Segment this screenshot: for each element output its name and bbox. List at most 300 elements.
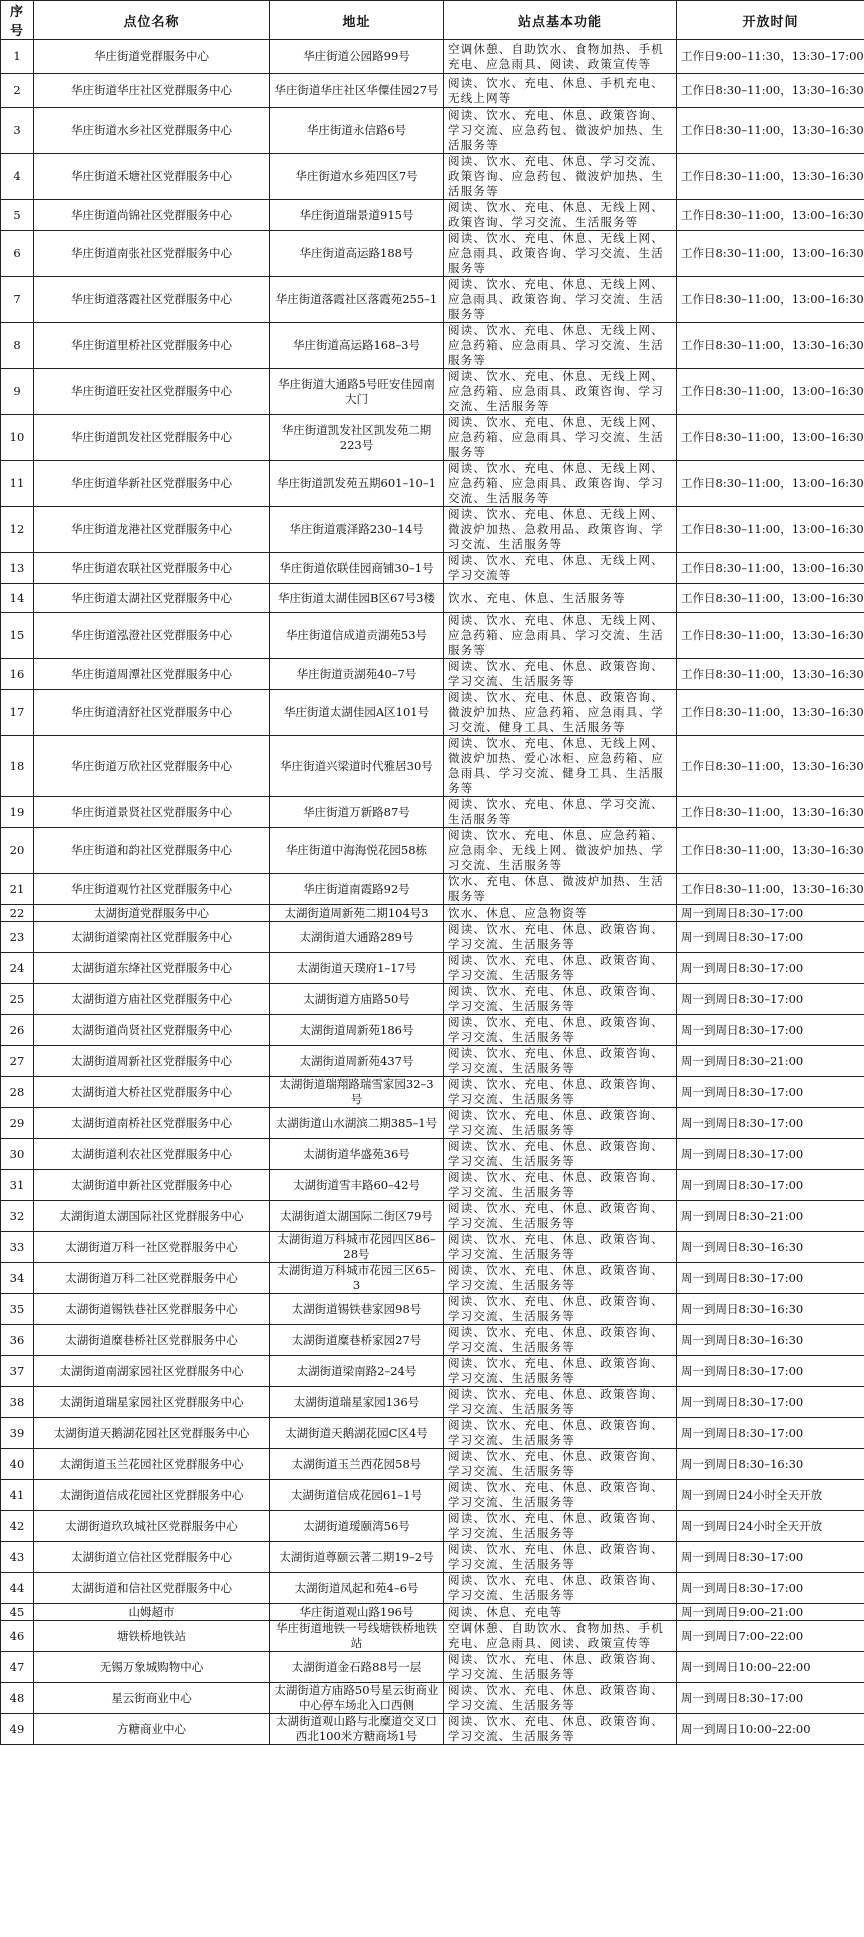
cell-address: 华庄街道兴梁道时代雅居30号	[270, 736, 444, 797]
cell-index: 39	[1, 1418, 34, 1449]
cell-index: 24	[1, 953, 34, 984]
cell-functions: 阅读、饮水、充电、休息、政策咨询、学习交流、生活服务等	[444, 953, 677, 984]
cell-address: 华庄街道南霞路92号	[270, 874, 444, 905]
cell-functions: 阅读、饮水、充电、休息、政策咨询、学习交流、生活服务等	[444, 1077, 677, 1108]
cell-functions: 阅读、饮水、充电、休息、政策咨询、学习交流、生活服务等	[444, 922, 677, 953]
cell-site-name: 太湖街道党群服务中心	[34, 905, 270, 922]
table-row	[1, 874, 864, 905]
table-row	[1, 415, 864, 461]
cell-site-name: 太湖街道东绛社区党群服务中心	[34, 953, 270, 984]
cell-site-name: 华庄街道里桥社区党群服务中心	[34, 323, 270, 369]
cell-site-name: 太湖街道申新社区党群服务中心	[34, 1170, 270, 1201]
cell-opening-hours: 工作日8:30–11:00，13:00–16:30	[677, 553, 864, 584]
cell-site-name: 华庄街道农联社区党群服务中心	[34, 553, 270, 584]
cell-opening-hours: 周一到周日8:30–17:00	[677, 1542, 864, 1573]
header-functions: 站点基本功能	[444, 1, 677, 40]
cell-site-name: 太湖街道糜巷桥社区党群服务中心	[34, 1325, 270, 1356]
cell-index: 12	[1, 507, 34, 553]
cell-site-name: 太湖街道万科二社区党群服务中心	[34, 1263, 270, 1294]
cell-opening-hours: 周一到周日8:30–21:00	[677, 1201, 864, 1232]
cell-site-name: 太湖街道梁南社区党群服务中心	[34, 922, 270, 953]
table-row	[1, 1542, 864, 1573]
table-row	[1, 40, 864, 74]
cell-functions: 阅读、饮水、充电、休息、政策咨询、学习交流、生活服务等	[444, 1201, 677, 1232]
cell-functions: 阅读、休息、充电等	[444, 1604, 677, 1621]
cell-site-name: 华庄街道落霞社区党群服务中心	[34, 277, 270, 323]
cell-address: 太湖街道信成花园61–1号	[270, 1480, 444, 1511]
cell-site-name: 星云街商业中心	[34, 1683, 270, 1714]
cell-opening-hours: 周一到周日8:30–17:00	[677, 1263, 864, 1294]
cell-site-name: 华庄街道南张社区党群服务中心	[34, 231, 270, 277]
cell-functions: 阅读、饮水、充电、休息、无线上网、微波炉加热、爱心冰柜、应急药箱、应急雨具、学习交流、健身工具、生活服务等	[444, 736, 677, 797]
cell-index: 45	[1, 1604, 34, 1621]
table-row	[1, 1356, 864, 1387]
cell-opening-hours: 工作日8:30–11:00，13:00–16:30	[677, 584, 864, 613]
cell-site-name: 太湖街道南桥社区党群服务中心	[34, 1108, 270, 1139]
cell-address: 华庄街道太湖佳园A区101号	[270, 690, 444, 736]
cell-opening-hours: 周一到周日10:00–22:00	[677, 1652, 864, 1683]
table-row	[1, 1232, 864, 1263]
cell-site-name: 太湖街道锡铁巷社区党群服务中心	[34, 1294, 270, 1325]
cell-address: 太湖街道大通路289号	[270, 922, 444, 953]
table-row	[1, 553, 864, 584]
cell-site-name: 无锡万象城购物中心	[34, 1652, 270, 1683]
cell-opening-hours: 工作日8:30–11:00，13:30–16:30	[677, 323, 864, 369]
cell-site-name: 太湖街道利农社区党群服务中心	[34, 1139, 270, 1170]
cell-opening-hours: 周一到周日8:30–16:30	[677, 1449, 864, 1480]
table-header-row	[1, 1, 864, 40]
cell-site-name: 太湖街道瑞星家园社区党群服务中心	[34, 1387, 270, 1418]
cell-index: 43	[1, 1542, 34, 1573]
table-row	[1, 461, 864, 507]
table-row	[1, 690, 864, 736]
cell-opening-hours: 周一到周日8:30–17:00	[677, 1077, 864, 1108]
cell-address: 太湖街道山水湖滨二期385–1号	[270, 1108, 444, 1139]
cell-index: 2	[1, 74, 34, 108]
table-row	[1, 74, 864, 108]
cell-index: 36	[1, 1325, 34, 1356]
cell-site-name: 太湖街道和信社区党群服务中心	[34, 1573, 270, 1604]
cell-functions: 阅读、饮水、充电、休息、应急药箱、应急雨伞、无线上网、微波炉加热、学习交流、生活服务等	[444, 828, 677, 874]
cell-index: 37	[1, 1356, 34, 1387]
cell-address: 太湖街道周新苑186号	[270, 1015, 444, 1046]
table-row	[1, 154, 864, 200]
cell-functions: 阅读、饮水、充电、休息、学习交流、生活服务等	[444, 797, 677, 828]
cell-site-name: 太湖街道万科一社区党群服务中心	[34, 1232, 270, 1263]
cell-functions: 阅读、饮水、充电、休息、政策咨询、学习交流、生活服务等	[444, 1294, 677, 1325]
cell-functions: 阅读、饮水、充电、休息、政策咨询、学习交流、生活服务等	[444, 1542, 677, 1573]
cell-address: 太湖街道周新苑437号	[270, 1046, 444, 1077]
cell-opening-hours: 周一到周日8:30–17:00	[677, 1418, 864, 1449]
cell-functions: 饮水、休息、应急物资等	[444, 905, 677, 922]
cell-index: 31	[1, 1170, 34, 1201]
cell-opening-hours: 工作日8:30–11:00，13:30–16:30	[677, 659, 864, 690]
table-row	[1, 1714, 864, 1745]
cell-index: 3	[1, 108, 34, 154]
cell-index: 26	[1, 1015, 34, 1046]
cell-opening-hours: 周一到周日8:30–17:00	[677, 1015, 864, 1046]
cell-opening-hours: 周一到周日8:30–17:00	[677, 1356, 864, 1387]
cell-opening-hours: 周一到周日8:30–17:00	[677, 1170, 864, 1201]
table-row	[1, 736, 864, 797]
cell-address: 华庄街道震泽路230–14号	[270, 507, 444, 553]
cell-functions: 阅读、饮水、充电、休息、政策咨询、学习交流、生活服务等	[444, 1108, 677, 1139]
cell-opening-hours: 周一到周日8:30–17:00	[677, 1573, 864, 1604]
cell-site-name: 太湖街道周新社区党群服务中心	[34, 1046, 270, 1077]
cell-functions: 阅读、饮水、充电、休息、政策咨询、学习交流、生活服务等	[444, 1418, 677, 1449]
cell-index: 42	[1, 1511, 34, 1542]
cell-functions: 阅读、饮水、充电、休息、政策咨询、学习交流、生活服务等	[444, 1652, 677, 1683]
cell-address: 华庄街道中海海悦花园58栋	[270, 828, 444, 874]
cell-index: 4	[1, 154, 34, 200]
cell-functions: 阅读、饮水、充电、休息、无线上网、应急药箱、应急雨具、学习交流、生活服务等	[444, 613, 677, 659]
cell-address: 太湖街道瑞翔路瑞雪家园32–3号	[270, 1077, 444, 1108]
cell-functions: 阅读、饮水、充电、休息、政策咨询、学习交流、生活服务等	[444, 1449, 677, 1480]
cell-address: 华庄街道凯发苑五期601–10–1	[270, 461, 444, 507]
cell-opening-hours: 周一到周日7:00–22:00	[677, 1621, 864, 1652]
cell-functions: 阅读、饮水、充电、休息、政策咨询、学习交流、生活服务等	[444, 1511, 677, 1542]
cell-index: 16	[1, 659, 34, 690]
header-index: 序号	[1, 1, 34, 40]
cell-site-name: 太湖街道玖玖城社区党群服务中心	[34, 1511, 270, 1542]
cell-functions: 阅读、饮水、充电、休息、无线上网、应急雨具、政策咨询、学习交流、生活服务等	[444, 277, 677, 323]
cell-functions: 阅读、饮水、充电、休息、无线上网、应急药箱、应急雨具、学习交流、生活服务等	[444, 323, 677, 369]
cell-site-name: 华庄街道华庄社区党群服务中心	[34, 74, 270, 108]
cell-address: 华庄街道贡湖苑40–7号	[270, 659, 444, 690]
cell-address: 华庄街道高运路168–3号	[270, 323, 444, 369]
cell-site-name: 太湖街道天鹅湖花园社区党群服务中心	[34, 1418, 270, 1449]
table-row	[1, 1604, 864, 1621]
cell-functions: 阅读、饮水、充电、休息、无线上网、政策咨询、学习交流、生活服务等	[444, 200, 677, 231]
cell-index: 8	[1, 323, 34, 369]
cell-site-name: 华庄街道禾塘社区党群服务中心	[34, 154, 270, 200]
table-row	[1, 797, 864, 828]
cell-address: 太湖街道玉兰西花园58号	[270, 1449, 444, 1480]
cell-functions: 阅读、饮水、充电、休息、无线上网、微波炉加热、急救用品、政策咨询、学习交流、生活服务等	[444, 507, 677, 553]
cell-site-name: 太湖街道大桥社区党群服务中心	[34, 1077, 270, 1108]
cell-address: 太湖街道雪丰路60–42号	[270, 1170, 444, 1201]
cell-site-name: 华庄街道党群服务中心	[34, 40, 270, 74]
cell-site-name: 华庄街道尚锦社区党群服务中心	[34, 200, 270, 231]
cell-address: 华庄街道水乡苑四区7号	[270, 154, 444, 200]
cell-opening-hours: 工作日8:30–11:00，13:30–16:30	[677, 154, 864, 200]
table-row	[1, 1683, 864, 1714]
table-row	[1, 323, 864, 369]
table-row	[1, 200, 864, 231]
cell-functions: 阅读、饮水、充电、休息、学习交流、政策咨询、应急药包、微波炉加热、生活服务等	[444, 154, 677, 200]
cell-opening-hours: 周一到周日8:30–17:00	[677, 984, 864, 1015]
table-row	[1, 613, 864, 659]
cell-functions: 阅读、饮水、充电、休息、无线上网、应急药箱、应急雨具、学习交流、生活服务等	[444, 415, 677, 461]
cell-functions: 阅读、饮水、充电、休息、无线上网、应急药箱、应急雨具、政策咨询、学习交流、生活服务等	[444, 369, 677, 415]
table-row	[1, 1139, 864, 1170]
cell-site-name: 华庄街道周潭社区党群服务中心	[34, 659, 270, 690]
cell-index: 7	[1, 277, 34, 323]
cell-functions: 阅读、饮水、充电、休息、政策咨询、学习交流、生活服务等	[444, 659, 677, 690]
table-row	[1, 277, 864, 323]
cell-address: 太湖街道周新苑二期104号3	[270, 905, 444, 922]
cell-site-name: 华庄街道旺安社区党群服务中心	[34, 369, 270, 415]
cell-index: 41	[1, 1480, 34, 1511]
cell-site-name: 华庄街道景贤社区党群服务中心	[34, 797, 270, 828]
cell-index: 18	[1, 736, 34, 797]
cell-index: 30	[1, 1139, 34, 1170]
cell-site-name: 华庄街道和韵社区党群服务中心	[34, 828, 270, 874]
cell-opening-hours: 周一到周日8:30–16:30	[677, 1325, 864, 1356]
cell-index: 25	[1, 984, 34, 1015]
cell-opening-hours: 周一到周日8:30–16:30	[677, 1232, 864, 1263]
cell-address: 华庄街道依联佳园商铺30–1号	[270, 553, 444, 584]
cell-site-name: 太湖街道玉兰花园社区党群服务中心	[34, 1449, 270, 1480]
cell-index: 27	[1, 1046, 34, 1077]
cell-address: 华庄街道观山路196号	[270, 1604, 444, 1621]
cell-address: 太湖街道太湖国际二街区79号	[270, 1201, 444, 1232]
cell-address: 太湖街道凤起和苑4–6号	[270, 1573, 444, 1604]
cell-address: 太湖街道梁南路2–24号	[270, 1356, 444, 1387]
cell-opening-hours: 工作日8:30–11:00，13:30–16:30	[677, 736, 864, 797]
cell-index: 22	[1, 905, 34, 922]
cell-address: 华庄街道永信路6号	[270, 108, 444, 154]
cell-address: 太湖街道华盛苑36号	[270, 1139, 444, 1170]
table-row	[1, 231, 864, 277]
cell-index: 20	[1, 828, 34, 874]
cell-site-name: 华庄街道泓澄社区党群服务中心	[34, 613, 270, 659]
cell-functions: 阅读、饮水、充电、休息、政策咨询、学习交流、生活服务等	[444, 1232, 677, 1263]
cell-address: 华庄街道落霞社区落霞苑255–1	[270, 277, 444, 323]
cell-site-name: 太湖街道太湖国际社区党群服务中心	[34, 1201, 270, 1232]
cell-index: 47	[1, 1652, 34, 1683]
cell-site-name: 华庄街道观竹社区党群服务中心	[34, 874, 270, 905]
cell-opening-hours: 周一到周日8:30–17:00	[677, 1683, 864, 1714]
cell-index: 23	[1, 922, 34, 953]
cell-index: 35	[1, 1294, 34, 1325]
cell-site-name: 太湖街道南湖家园社区党群服务中心	[34, 1356, 270, 1387]
cell-functions: 阅读、饮水、充电、休息、政策咨询、学习交流、应急药包、微波炉加热、生活服务等	[444, 108, 677, 154]
cell-functions: 阅读、饮水、充电、休息、政策咨询、学习交流、生活服务等	[444, 1387, 677, 1418]
table-row	[1, 108, 864, 154]
cell-address: 华庄街道太湖佳园B区67号3楼	[270, 584, 444, 613]
cell-opening-hours: 周一到周日8:30–17:00	[677, 1139, 864, 1170]
table-row	[1, 369, 864, 415]
cell-site-name: 华庄街道凯发社区党群服务中心	[34, 415, 270, 461]
cell-address: 太湖街道天鹅湖花园C区4号	[270, 1418, 444, 1449]
cell-address: 太湖街道金石路88号一层	[270, 1652, 444, 1683]
cell-index: 40	[1, 1449, 34, 1480]
cell-address: 华庄街道华庄社区华僳佳园27号	[270, 74, 444, 108]
table-row	[1, 1170, 864, 1201]
cell-functions: 阅读、饮水、充电、休息、无线上网、学习交流等	[444, 553, 677, 584]
cell-opening-hours: 周一到周日9:00–21:00	[677, 1604, 864, 1621]
cell-opening-hours: 工作日8:30–11:00，13:30–16:30	[677, 690, 864, 736]
cell-functions: 阅读、饮水、充电、休息、政策咨询、学习交流、生活服务等	[444, 1046, 677, 1077]
table-row	[1, 1046, 864, 1077]
cell-address: 太湖街道糜巷桥家园27号	[270, 1325, 444, 1356]
cell-functions: 阅读、饮水、充电、休息、政策咨询、学习交流、生活服务等	[444, 1015, 677, 1046]
cell-index: 5	[1, 200, 34, 231]
cell-index: 14	[1, 584, 34, 613]
header-site-name: 点位名称	[34, 1, 270, 40]
table-row	[1, 1480, 864, 1511]
cell-index: 6	[1, 231, 34, 277]
table-row	[1, 1621, 864, 1652]
cell-opening-hours: 周一到周日8:30–17:00	[677, 905, 864, 922]
cell-address: 华庄街道地铁一号线塘铁桥地铁站	[270, 1621, 444, 1652]
cell-opening-hours: 工作日8:30–11:00，13:30–16:30	[677, 613, 864, 659]
cell-index: 38	[1, 1387, 34, 1418]
cell-opening-hours: 周一到周日24小时全天开放	[677, 1511, 864, 1542]
cell-opening-hours: 工作日9:00–11:30，13:30–17:00	[677, 40, 864, 74]
cell-opening-hours: 工作日8:30–11:00，13:00–16:30	[677, 277, 864, 323]
cell-opening-hours: 工作日8:30–11:00，13:00–16:30	[677, 231, 864, 277]
cell-address: 太湖街道万科城市花园四区86–28号	[270, 1232, 444, 1263]
table-row	[1, 1015, 864, 1046]
cell-index: 9	[1, 369, 34, 415]
cell-functions: 阅读、饮水、充电、休息、政策咨询、学习交流、生活服务等	[444, 1263, 677, 1294]
cell-index: 13	[1, 553, 34, 584]
cell-site-name: 太湖街道方庙社区党群服务中心	[34, 984, 270, 1015]
cell-index: 10	[1, 415, 34, 461]
cell-index: 19	[1, 797, 34, 828]
cell-functions: 饮水、充电、休息、微波炉加热、生活服务等	[444, 874, 677, 905]
table-row	[1, 1573, 864, 1604]
cell-site-name: 太湖街道立信社区党群服务中心	[34, 1542, 270, 1573]
table-row	[1, 1652, 864, 1683]
cell-index: 28	[1, 1077, 34, 1108]
cell-opening-hours: 工作日8:30–11:00，13:00–16:30	[677, 369, 864, 415]
table-row	[1, 953, 864, 984]
cell-opening-hours: 工作日8:30–11:00，13:30–16:30	[677, 874, 864, 905]
cell-site-name: 华庄街道万欣社区党群服务中心	[34, 736, 270, 797]
cell-address: 太湖街道锡铁巷家园98号	[270, 1294, 444, 1325]
cell-functions: 阅读、饮水、充电、休息、政策咨询、学习交流、生活服务等	[444, 1325, 677, 1356]
cell-functions: 阅读、饮水、充电、休息、手机充电、无线上网等	[444, 74, 677, 108]
cell-site-name: 华庄街道水乡社区党群服务中心	[34, 108, 270, 154]
cell-opening-hours: 周一到周日8:30–17:00	[677, 953, 864, 984]
cell-site-name: 华庄街道龙港社区党群服务中心	[34, 507, 270, 553]
cell-index: 33	[1, 1232, 34, 1263]
cell-opening-hours: 工作日8:30–11:00，13:00–16:30	[677, 200, 864, 231]
table-row	[1, 1418, 864, 1449]
cell-opening-hours: 周一到周日8:30–21:00	[677, 1046, 864, 1077]
cell-opening-hours: 工作日8:30–11:00，13:00–16:30	[677, 507, 864, 553]
cell-address: 太湖街道观山路与北糜道交叉口西北100米方糖商场1号	[270, 1714, 444, 1745]
table-row	[1, 507, 864, 553]
cell-opening-hours: 周一到周日8:30–17:00	[677, 1387, 864, 1418]
table-row	[1, 1263, 864, 1294]
cell-opening-hours: 周一到周日8:30–17:00	[677, 922, 864, 953]
cell-index: 46	[1, 1621, 34, 1652]
cell-address: 华庄街道公园路99号	[270, 40, 444, 74]
cell-opening-hours: 工作日8:30–11:00，13:30–16:30	[677, 797, 864, 828]
cell-functions: 空调休憩、自助饮水、食物加热、手机充电、应急雨具、阅读、政策宣传等	[444, 40, 677, 74]
table-row	[1, 1294, 864, 1325]
cell-address: 华庄街道大通路5号旺安佳园南大门	[270, 369, 444, 415]
cell-opening-hours: 周一到周日8:30–16:30	[677, 1294, 864, 1325]
table-row	[1, 1108, 864, 1139]
table-row	[1, 1077, 864, 1108]
cell-address: 华庄街道万新路87号	[270, 797, 444, 828]
cell-functions: 阅读、饮水、充电、休息、政策咨询、学习交流、生活服务等	[444, 984, 677, 1015]
cell-address: 华庄街道信成道贡湖苑53号	[270, 613, 444, 659]
cell-functions: 阅读、饮水、充电、休息、无线上网、应急雨具、政策咨询、学习交流、生活服务等	[444, 231, 677, 277]
cell-address: 太湖街道方庙路50号	[270, 984, 444, 1015]
cell-address: 华庄街道高运路188号	[270, 231, 444, 277]
cell-opening-hours: 工作日8:30–11:00，13:30–16:30	[677, 108, 864, 154]
cell-opening-hours: 周一到周日10:00–22:00	[677, 1714, 864, 1745]
cell-index: 11	[1, 461, 34, 507]
table-row	[1, 984, 864, 1015]
table-body	[1, 40, 864, 1745]
cell-address: 太湖街道尊颐云著二期19–2号	[270, 1542, 444, 1573]
table-row	[1, 828, 864, 874]
cell-address: 华庄街道凯发社区凯发苑二期223号	[270, 415, 444, 461]
header-opening-hours: 开放时间	[677, 1, 864, 40]
cell-site-name: 太湖街道信成花园社区党群服务中心	[34, 1480, 270, 1511]
cell-index: 32	[1, 1201, 34, 1232]
table-row	[1, 1325, 864, 1356]
cell-functions: 阅读、饮水、充电、休息、政策咨询、学习交流、生活服务等	[444, 1170, 677, 1201]
table-row	[1, 1201, 864, 1232]
cell-site-name: 华庄街道华新社区党群服务中心	[34, 461, 270, 507]
cell-functions: 阅读、饮水、充电、休息、政策咨询、学习交流、生活服务等	[444, 1480, 677, 1511]
cell-address: 太湖街道瑞星家园136号	[270, 1387, 444, 1418]
header-address: 地址	[270, 1, 444, 40]
cell-functions: 空调休憩、自助饮水、食物加热、手机充电、应急雨具、阅读、政策宣传等	[444, 1621, 677, 1652]
cell-address: 太湖街道瑷颐湾56号	[270, 1511, 444, 1542]
cell-functions: 阅读、饮水、充电、休息、政策咨询、学习交流、生活服务等	[444, 1683, 677, 1714]
cell-index: 1	[1, 40, 34, 74]
cell-index: 34	[1, 1263, 34, 1294]
cell-index: 17	[1, 690, 34, 736]
cell-functions: 阅读、饮水、充电、休息、无线上网、应急药箱、应急雨具、政策咨询、学习交流、生活服务等	[444, 461, 677, 507]
cell-functions: 阅读、饮水、充电、休息、政策咨询、学习交流、生活服务等	[444, 1573, 677, 1604]
table-row	[1, 1511, 864, 1542]
cell-index: 21	[1, 874, 34, 905]
cell-opening-hours: 工作日8:30–11:00，13:00–16:30	[677, 415, 864, 461]
cell-opening-hours: 周一到周日8:30–17:00	[677, 1108, 864, 1139]
cell-address: 太湖街道万科城市花园三区65–3	[270, 1263, 444, 1294]
cell-index: 29	[1, 1108, 34, 1139]
table-row	[1, 905, 864, 922]
cell-index: 44	[1, 1573, 34, 1604]
cell-index: 49	[1, 1714, 34, 1745]
cell-index: 48	[1, 1683, 34, 1714]
cell-site-name: 华庄街道清舒社区党群服务中心	[34, 690, 270, 736]
table-row	[1, 1387, 864, 1418]
table-row	[1, 584, 864, 613]
table-row	[1, 659, 864, 690]
cell-site-name: 山姆超市	[34, 1604, 270, 1621]
cell-index: 15	[1, 613, 34, 659]
cell-address: 太湖街道天璞府1–17号	[270, 953, 444, 984]
cell-functions: 阅读、饮水、充电、休息、政策咨询、学习交流、生活服务等	[444, 1714, 677, 1745]
table-row	[1, 922, 864, 953]
cell-functions: 阅读、饮水、充电、休息、政策咨询、微波炉加热、应急药箱、应急雨具、学习交流、健身工具、生活服务等	[444, 690, 677, 736]
cell-opening-hours: 工作日8:30–11:00，13:30–16:30	[677, 828, 864, 874]
table-row	[1, 1449, 864, 1480]
cell-functions: 饮水、充电、休息、生活服务等	[444, 584, 677, 613]
cell-opening-hours: 周一到周日24小时全天开放	[677, 1480, 864, 1511]
cell-site-name: 塘铁桥地铁站	[34, 1621, 270, 1652]
cell-functions: 阅读、饮水、充电、休息、政策咨询、学习交流、生活服务等	[444, 1356, 677, 1387]
cell-site-name: 华庄街道太湖社区党群服务中心	[34, 584, 270, 613]
cell-opening-hours: 工作日8:30–11:00，13:00–16:30	[677, 461, 864, 507]
cell-site-name: 方糖商业中心	[34, 1714, 270, 1745]
cell-address: 华庄街道瑞景道915号	[270, 200, 444, 231]
cell-functions: 阅读、饮水、充电、休息、政策咨询、学习交流、生活服务等	[444, 1139, 677, 1170]
cell-site-name: 太湖街道尚贤社区党群服务中心	[34, 1015, 270, 1046]
cell-address: 太湖街道方庙路50号星云街商业中心停车场北入口西侧	[270, 1683, 444, 1714]
